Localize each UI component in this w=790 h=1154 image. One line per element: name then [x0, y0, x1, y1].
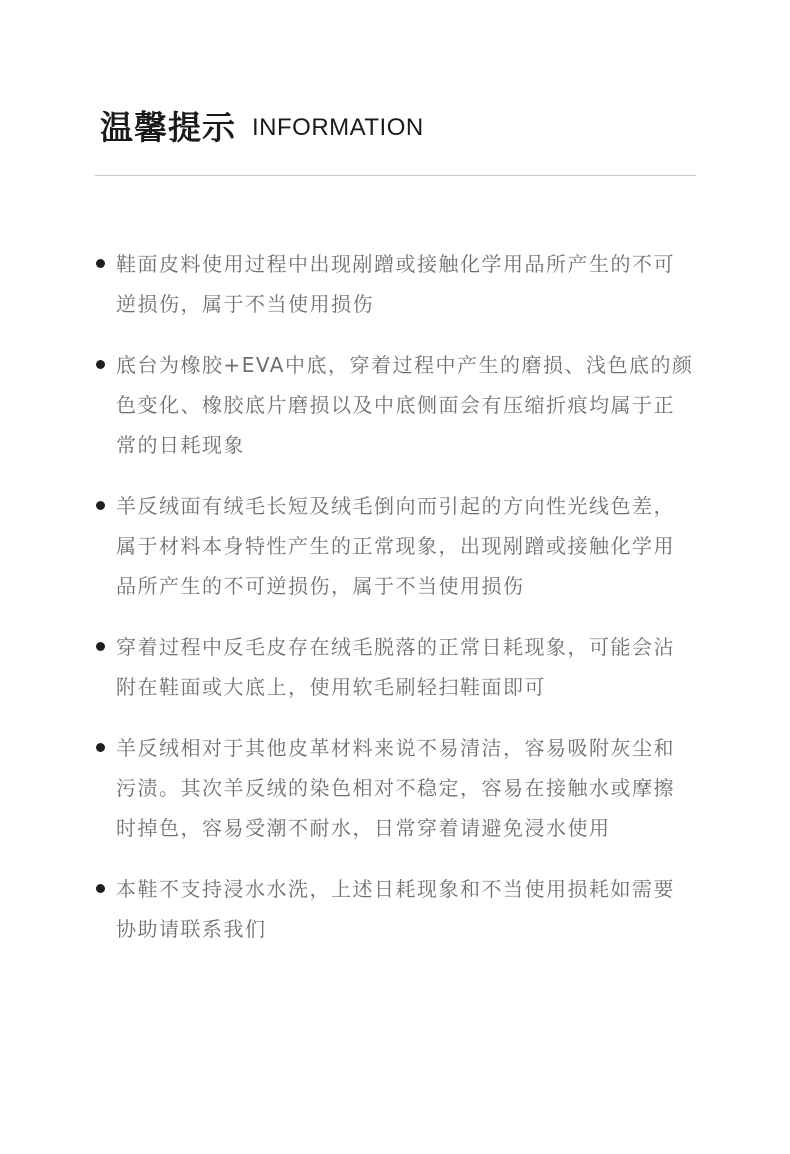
list-item — [96, 627, 696, 707]
bullet-dot-icon — [96, 884, 105, 893]
note-text: 本鞋不支持浸水水洗，上述日耗现象和不当使用损耗如需要协助请联系我们 — [116, 877, 675, 941]
list-item — [96, 869, 696, 949]
bullet-dot-icon — [96, 501, 105, 510]
page-title: 温馨提示 — [100, 108, 236, 147]
note-text: 鞋面皮料使用过程中出现剐蹭或接触化学用品所产生的不可逆损伤，属于不当使用损伤 — [116, 252, 675, 316]
header-divider — [95, 175, 696, 176]
list-item — [96, 345, 696, 465]
bullet-dot-icon — [96, 642, 105, 651]
notes-list — [96, 244, 696, 970]
bullet-dot-icon — [96, 743, 105, 752]
list-item — [96, 244, 696, 324]
list-item — [96, 486, 696, 606]
note-text: 羊反绒相对于其他皮革材料来说不易清洁，容易吸附灰尘和污渍。其次羊反绒的染色相对不稳定，容易在接触水或摩擦时掉色，容易受潮不耐水，日常穿着请避免浸水使用 — [116, 736, 675, 840]
bullet-dot-icon — [96, 259, 105, 268]
note-text: 穿着过程中反毛皮存在绒毛脱落的正常日耗现象，可能会沾附在鞋面或大底上，使用软毛刷轻扫鞋面即可 — [116, 635, 675, 699]
list-item — [96, 728, 696, 848]
bullet-dot-icon — [96, 360, 105, 369]
note-text: 底台为橡胶+EVA中底，穿着过程中产生的磨损、浅色底的颜色变化、橡胶底片磨损以及中底侧面会有压缩折痕均属于正常的日耗现象 — [116, 353, 694, 457]
note-text: 羊反绒面有绒毛长短及绒毛倒向而引起的方向性光线色差，属于材料本身特性产生的正常现象，出现剐蹭或接触化学用品所产生的不可逆损伤，属于不当使用损伤 — [116, 494, 675, 598]
page-subtitle: INFORMATION — [252, 114, 424, 141]
page-header — [100, 100, 424, 150]
